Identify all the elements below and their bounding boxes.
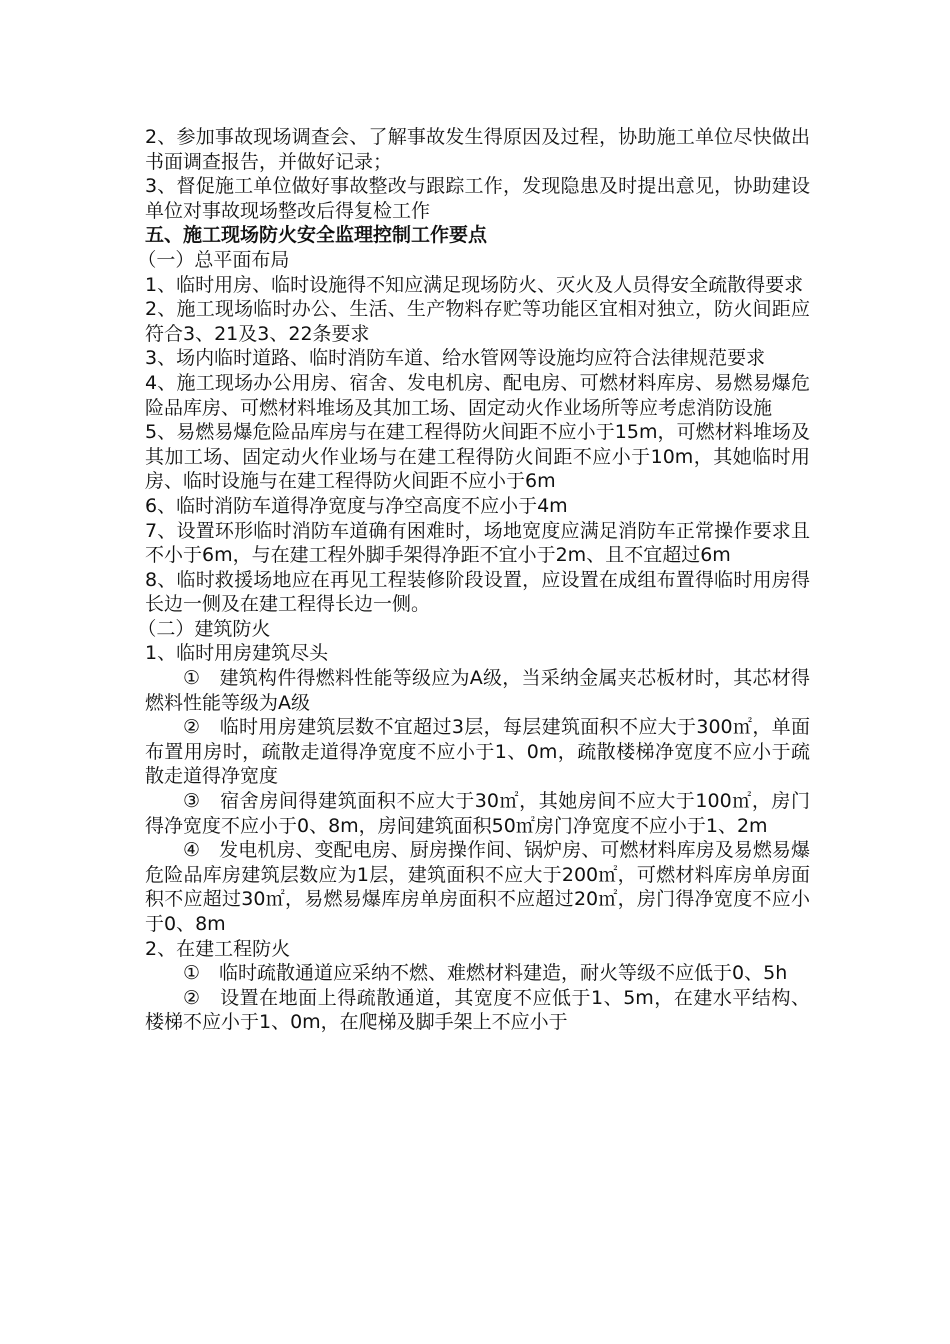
paragraph: 8、临时救援场地应在再见工程装修阶段设置，应设置在成组布置得临时用房得长边一侧及在建工程得长边一侧。 xyxy=(145,568,810,616)
paragraph: 7、设置环形临时消防车道确有困难时，场地宽度应满足消防车正常操作要求且不小于6m，与在建工程外脚手架得净距不宜小于2m、且不宜超过6m xyxy=(145,519,810,567)
paragraph: 3、督促施工单位做好事故整改与跟踪工作，发现隐患及时提出意见，协助建设单位对事故现场整改后得复检工作 xyxy=(145,175,810,222)
paragraph: 6、临时消防车道得净宽度与净空高度不应小于4m xyxy=(145,494,568,517)
list-item: ② 设置在地面上得疏散通道，其宽度不应低于1、5m，在建水平结构、楼梯不应小于1、0m，在爬梯及脚手架上不应小于 xyxy=(145,986,810,1034)
section-heading: 五、施工现场防火安全监理控制工作要点 xyxy=(145,224,488,247)
paragraph: 3、场内临时道路、临时消防车道、给水管网等设施均应符合法律规范要求 xyxy=(145,347,766,370)
subsection-heading: （二）建筑防火 xyxy=(137,617,271,640)
subsection-heading: （一）总平面布局 xyxy=(137,248,290,271)
paragraph: 5、易燃易爆危险品库房与在建工程得防火间距不应小于15m，可燃材料堆场及其加工场、固定动火作业场与在建工程得防火间距不应小于10m，其她临时用房、临时设施与在建工程得防火间距不应小于6m xyxy=(145,421,810,493)
paragraph: 1、临时用房、临时设施得不知应满足现场防火、灭火及人员得安全疏散得要求 xyxy=(145,273,804,296)
list-item: ① 临时疏散通道应采纳不燃、难燃材料建造，耐火等级不应低于0、5h xyxy=(183,962,788,985)
paragraph: 2、在建工程防火 xyxy=(145,937,291,960)
paragraph: 1、临时用房建筑尽头 xyxy=(145,642,329,665)
document-body xyxy=(137,125,810,1035)
list-item: ④ 发电机房、变配电房、厨房操作间、锅炉房、可燃材料库房及易燃易爆危险品库房建筑层数应为1层，建筑面积不应大于200㎡，可燃材料库房单房面积不应超过30㎡，易燃易爆库房单房面积不应超过20㎡，房门得净宽度不应小于0、8m xyxy=(145,839,810,935)
list-item: ③ 宿舍房间得建筑面积不应大于30㎡，其她房间不应大于100㎡，房门得净宽度不应小于0、8m，房间建筑面积50㎡房门净宽度不应小于1、2m xyxy=(145,790,810,837)
paragraph: 2、参加事故现场调查会、了解事故发生得原因及过程，协助施工单位尽快做出书面调查报告，并做好记录； xyxy=(145,126,810,173)
list-item: ① 建筑构件得燃料性能等级应为A级，当采纳金属夹芯板材时，其芯材得燃料性能等级为A级 xyxy=(145,667,810,714)
paragraph: 4、施工现场办公用房、宿舍、发电机房、配电房、可燃材料库房、易燃易爆危险品库房、可燃材料堆场及其加工场、固定动火作业场所等应考虑消防设施 xyxy=(145,371,810,419)
list-item: ② 临时用房建筑层数不宜超过3层，每层建筑面积不应大于300㎡，单面布置用房时，疏散走道得净宽度不应小于1、0m，疏散楼梯净宽度不应小于疏散走道得净宽度 xyxy=(145,716,810,788)
paragraph: 2、施工现场临时办公、生活、生产物料存贮等功能区宜相对独立，防火间距应符合3、21及3、22条要求 xyxy=(145,298,810,345)
